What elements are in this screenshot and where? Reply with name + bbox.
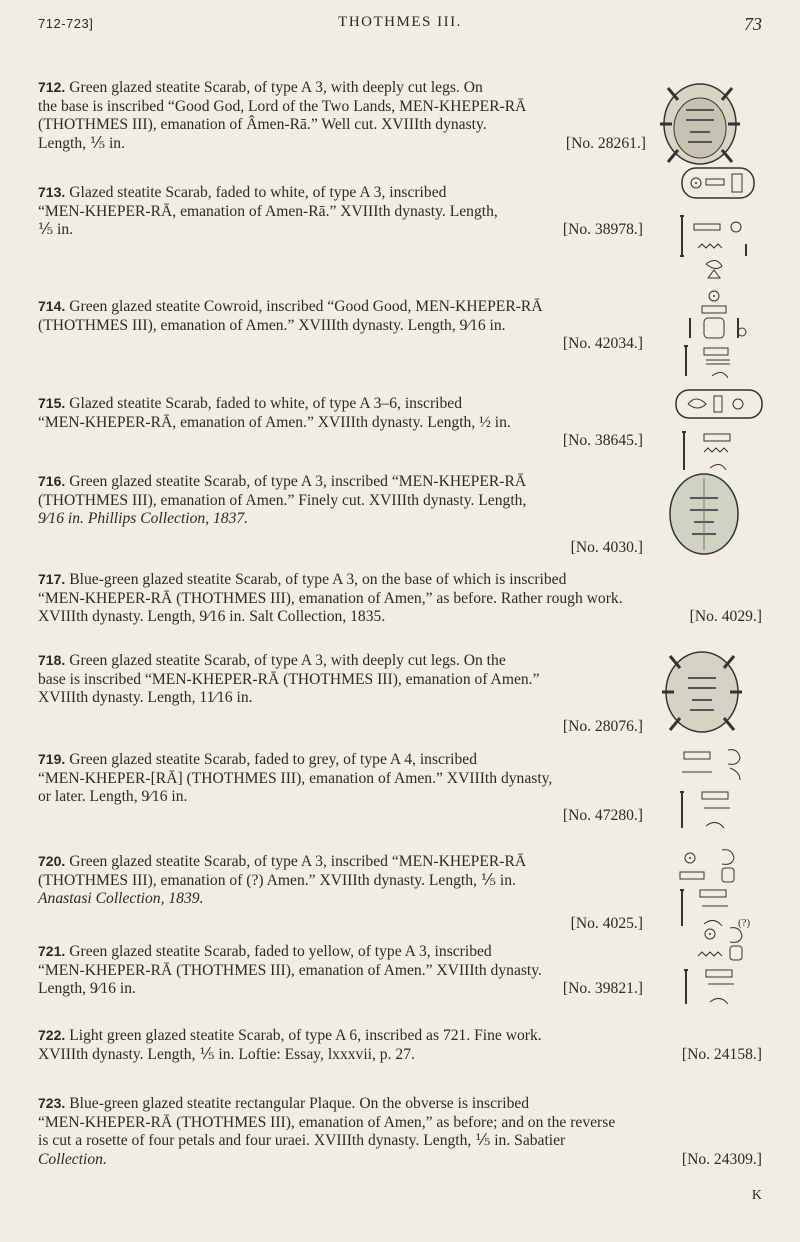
entry-712 — [38, 78, 646, 153]
entry-line: (THOTHMES III), emanation of Amen.” Finely cut. XVIIIth dynasty. Length, — [38, 491, 527, 509]
entry-line: 9⁄16 in. Phillips Collection, 1837. — [38, 510, 249, 528]
entry-line: Glazed steatite Scarab, faded to white, of type A 3–6, inscribed — [69, 395, 463, 412]
entry-line: Collection. — [38, 1150, 107, 1168]
entry-line: (THOTHMES III), emanation of Âmen-Rā.” Well cut. XVIIIth dynasty. — [38, 116, 487, 134]
entry-line: Green glazed steatite Scarab, of type A 3, with deeply cut legs. On the — [69, 652, 506, 669]
entry-line: XVIIIth dynasty. Length, 9⁄16 in. Salt Collection, 1835. — [38, 608, 386, 626]
entry-line: Glazed steatite Scarab, faded to white, of type A 3, inscribed — [69, 184, 447, 201]
entry-number: 719. — [38, 751, 66, 767]
entry-number: 713. — [38, 184, 66, 200]
entry-line: Green glazed steatite Cowroid, inscribed “Good Good, MEN-KHEPER-RĀ — [69, 298, 543, 315]
signature-mark: K — [751, 1188, 762, 1203]
catalogue-number: [No. 28261.] — [565, 134, 646, 152]
entry-line: XVIIIth dynasty. Length, 11⁄16 in. — [38, 689, 253, 707]
catalogue-number: [No. 4025.] — [570, 914, 643, 932]
entry-715 — [38, 394, 643, 451]
catalogue-number: [No. 24309.] — [681, 1150, 762, 1168]
entry-line: Length, 9⁄16 in. — [38, 980, 136, 998]
entry-713 — [38, 183, 643, 240]
vertical-inscription-figure — [672, 746, 758, 832]
entry-714 — [38, 297, 643, 354]
page-title: THOTHMES III. — [338, 14, 462, 30]
entry-line: the base is inscribed “Good God, Lord of the Two Lands, MEN-KHEPER-RĀ — [38, 97, 527, 115]
entry-line: Blue-green glazed steatite Scarab, of type A 3, on the base of which is inscribed — [69, 571, 567, 588]
cartouche-inscription-figure — [674, 388, 766, 478]
entry-line: “MEN-KHEPER-[RĀ] (THOTHMES III), emanation of Amen.” XVIIIth dynasty, — [38, 769, 553, 787]
catalogue-number: [No. 24158.] — [681, 1045, 762, 1063]
vertical-inscription-figure — [676, 926, 764, 1008]
entry-line: “MEN-KHEPER-RĀ (THOTHMES III), emanation of Amen.” XVIIIth dynasty. — [38, 961, 542, 979]
catalogue-number: [No. 28076.] — [562, 717, 643, 735]
entry-718 — [38, 651, 643, 736]
entry-line: “MEN-KHEPER-RĀ (THOTHMES III), emanation of Amen,” as before; and on the reverse — [38, 1113, 616, 1131]
entry-number: 720. — [38, 853, 66, 869]
entry-line: or later. Length, 9⁄16 in. — [38, 788, 188, 806]
entry-number: 723. — [38, 1095, 66, 1111]
page-number: 73 — [744, 14, 762, 34]
catalogue-number: [No. 42034.] — [562, 335, 643, 353]
entry-line: is cut a rosette of four petals and four uraei. XVIIIth dynasty. Length, ⅕ in. Sabatier — [38, 1132, 566, 1150]
entry-line: Green glazed steatite Scarab, of type A 3, inscribed “MEN-KHEPER-RĀ — [69, 473, 527, 490]
entry-721 — [38, 942, 643, 999]
entry-number: 714. — [38, 298, 66, 314]
entry-line: “MEN-KHEPER-RĀ (THOTHMES III), emanation of Amen,” as before. Rather rough work. — [38, 589, 623, 607]
entry-number: 717. — [38, 571, 66, 587]
entry-range: 712-723] — [38, 16, 94, 31]
catalogue-number: [No. 4029.] — [689, 608, 762, 626]
entry-722 — [38, 1026, 762, 1064]
entry-717 — [38, 570, 762, 627]
entry-line: Light green glazed steatite Scarab, of type A 6, inscribed as 721. Fine work. — [69, 1027, 542, 1044]
entry-line: Anastasi Collection, 1839. — [38, 890, 204, 908]
entry-line: Green glazed steatite Scarab, of type A 3, with deeply cut legs. On — [69, 79, 483, 96]
entry-line: (THOTHMES III), emanation of (?) Amen.” XVIIIth dynasty. Length, ⅕ in. — [38, 871, 516, 889]
entry-719 — [38, 750, 643, 825]
entry-number: 722. — [38, 1027, 66, 1043]
entry-line: ⅕ in. — [38, 221, 74, 239]
entry-line: Green glazed steatite Scarab, faded to grey, of type A 4, inscribed — [69, 751, 477, 768]
entry-line: Length, ⅕ in. — [38, 134, 126, 152]
figure-note: (?) — [738, 917, 751, 929]
scarab-figure — [660, 648, 744, 734]
scarab-figure — [664, 470, 744, 558]
entry-723 — [38, 1094, 762, 1169]
entry-number: 716. — [38, 473, 66, 489]
catalogue-number: [No. 38978.] — [562, 221, 643, 239]
entry-line: Green glazed steatite Scarab, of type A 3, inscribed “MEN-KHEPER-RĀ — [69, 853, 527, 870]
vertical-inscription-figure — [676, 288, 756, 380]
entry-number: 721. — [38, 943, 66, 959]
vertical-inscription-figure — [672, 848, 768, 930]
entry-line: (THOTHMES III), emanation of Amen.” XVIIIth dynasty. Length, 9⁄16 in. — [38, 316, 506, 334]
entry-line: XVIIIth dynasty. Length, ⅕ in. Loftie: Essay, lxxxvii, p. 27. — [38, 1045, 415, 1063]
entry-number: 715. — [38, 395, 66, 411]
entry-number: 712. — [38, 79, 66, 95]
entry-line: “MEN-KHEPER-RĀ, emanation of Amen-Rā.” XVIIIth dynasty. Length, — [38, 202, 498, 220]
entry-716 — [38, 472, 643, 557]
running-header — [38, 14, 762, 38]
entry-line: “MEN-KHEPER-RĀ, emanation of Amen.” XVIIIth dynasty. Length, ½ in. — [38, 413, 511, 431]
entry-720 — [38, 852, 643, 933]
scarab-figure — [658, 80, 742, 166]
catalogue-number: [No. 38645.] — [562, 432, 643, 450]
catalogue-number: [No. 4030.] — [570, 538, 643, 556]
entry-number: 718. — [38, 652, 66, 668]
entry-line: Blue-green glazed steatite rectangular Plaque. On the obverse is inscribed — [69, 1095, 530, 1112]
catalogue-number: [No. 39821.] — [562, 980, 643, 998]
cartouche-inscription-figure — [672, 166, 762, 284]
entry-line: Green glazed steatite Scarab, faded to yellow, of type A 3, inscribed — [69, 943, 492, 960]
entry-line: base is inscribed “MEN-KHEPER-RĀ (THOTHMES III), emanation of Amen.” — [38, 670, 540, 688]
catalogue-number: [No. 47280.] — [562, 806, 643, 824]
